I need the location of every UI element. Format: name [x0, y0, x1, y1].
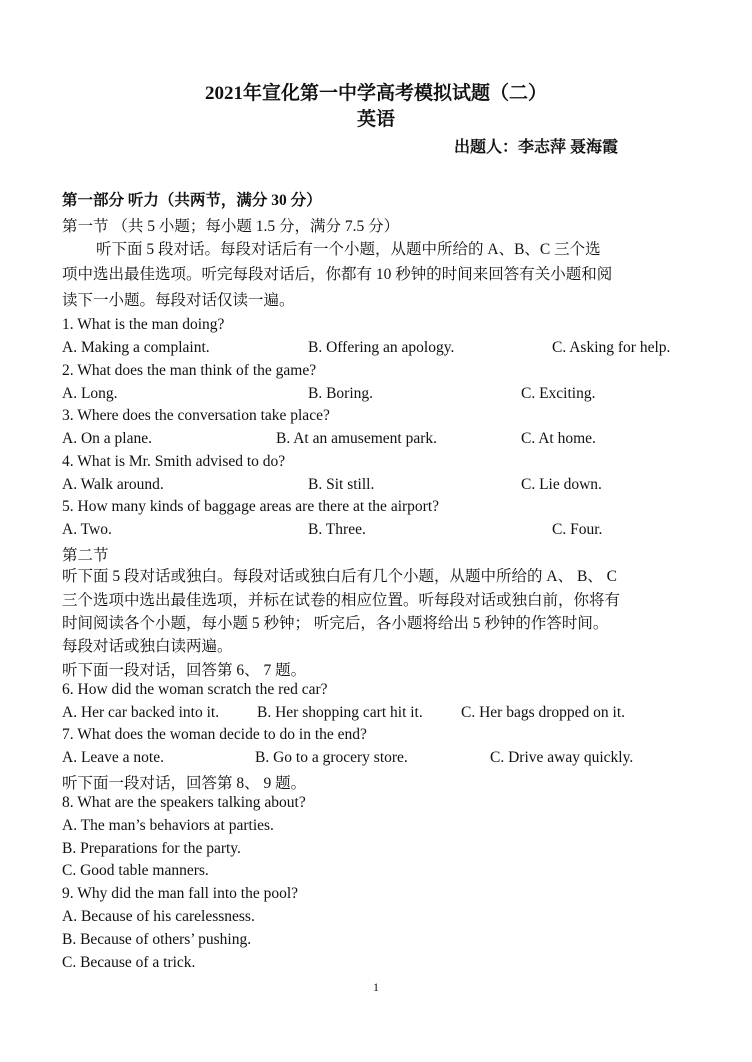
q4-option-b: B. Sit still.	[308, 476, 375, 493]
q5-option-a: A. Two.	[62, 521, 112, 538]
q9-option-b: B. Because of others’ pushing.	[62, 931, 252, 948]
q6-option-a: A. Her car backed into it.	[62, 704, 220, 721]
group1-intro: 听下面一段对话，回答第 6、 7 题。	[62, 662, 307, 679]
q5-option-c: C. Four.	[552, 521, 603, 538]
section2-instruction-line1: 听下面 5 段对话或独白。每段对话或独白后有几个小题，从题中所给的 A、 B、 C	[62, 568, 617, 585]
section1-heading: 第一节 （共 5 小题；每小题 1.5 分，满分 7.5 分）	[62, 218, 400, 235]
question-1: 1. What is the man doing?	[62, 316, 225, 333]
q6-option-b: B. Her shopping cart hit it.	[257, 704, 423, 721]
q3-option-b: B. At an amusement park.	[276, 430, 437, 447]
exam-title: 2021年宣化第一中学高考模拟试题（二）	[204, 83, 547, 104]
question-5: 5. How many kinds of baggage areas are there at the airport?	[62, 498, 440, 515]
q1-option-b: B. Offering an apology.	[308, 339, 455, 356]
section1-instruction-line3: 读下一小题。每段对话仅读一遍。	[62, 292, 295, 309]
q4-option-a: A. Walk around.	[62, 476, 164, 493]
q3-option-a: A. On a plane.	[62, 430, 152, 447]
question-9: 9. Why did the man fall into the pool?	[62, 885, 299, 902]
section1-instruction-line1: 听下面 5 段对话。每段对话后有一个小题，从题中所给的 A、B、C 三个选	[96, 241, 601, 258]
question-4: 4. What is Mr. Smith advised to do?	[62, 453, 286, 470]
group2-intro: 听下面一段对话，回答第 8、 9 题。	[62, 775, 307, 792]
q1-option-c: C. Asking for help.	[552, 339, 671, 356]
question-6: 6. How did the woman scratch the red car?	[62, 681, 328, 698]
question-7: 7. What does the woman decide to do in the end?	[62, 726, 367, 743]
q9-option-c: C. Because of a trick.	[62, 954, 196, 971]
q4-option-c: C. Lie down.	[521, 476, 602, 493]
q5-option-b: B. Three.	[308, 521, 366, 538]
q2-option-c: C. Exciting.	[521, 385, 596, 402]
q8-option-b: B. Preparations for the party.	[62, 840, 241, 857]
q7-option-a: A. Leave a note.	[62, 749, 164, 766]
q3-option-c: C. At home.	[521, 430, 596, 447]
question-2: 2. What does the man think of the game?	[62, 362, 317, 379]
section1-instruction-line2: 项中选出最佳选项。听完每段对话后，你都有 10 秒钟的时间来回答有关小题和阅	[62, 266, 613, 283]
q1-option-a: A. Making a complaint.	[62, 339, 210, 356]
q7-option-b: B. Go to a grocery store.	[255, 749, 408, 766]
section2-heading: 第二节	[62, 547, 109, 564]
section2-instruction-line4: 每段对话或独白读两遍。	[62, 638, 233, 655]
q8-option-c: C. Good table manners.	[62, 862, 209, 879]
q9-option-a: A. Because of his carelessness.	[62, 908, 255, 925]
question-3: 3. Where does the conversation take place?	[62, 407, 330, 424]
section2-instruction-line2: 三个选项中选出最佳选项，并标在试卷的相应位置。听每段对话或独白前，你将有	[62, 592, 621, 609]
q2-option-a: A. Long.	[62, 385, 118, 402]
part1-heading: 第一部分 听力（共两节，满分 30 分）	[62, 192, 322, 209]
section2-instruction-line3: 时间阅读各个小题，每小题 5 秒钟； 听完后，各小题将给出 5 秒钟的作答时间。	[62, 615, 609, 632]
q7-option-c: C. Drive away quickly.	[490, 749, 634, 766]
q8-option-a: A. The man’s behaviors at parties.	[62, 817, 274, 834]
exam-authors: 出题人：李志萍 聂海霞	[454, 139, 619, 156]
question-8: 8. What are the speakers talking about?	[62, 794, 306, 811]
page-number: 1	[373, 980, 379, 994]
q2-option-b: B. Boring.	[308, 385, 374, 402]
exam-subject: 英语	[356, 109, 395, 130]
q6-option-c: C. Her bags dropped on it.	[461, 704, 626, 721]
